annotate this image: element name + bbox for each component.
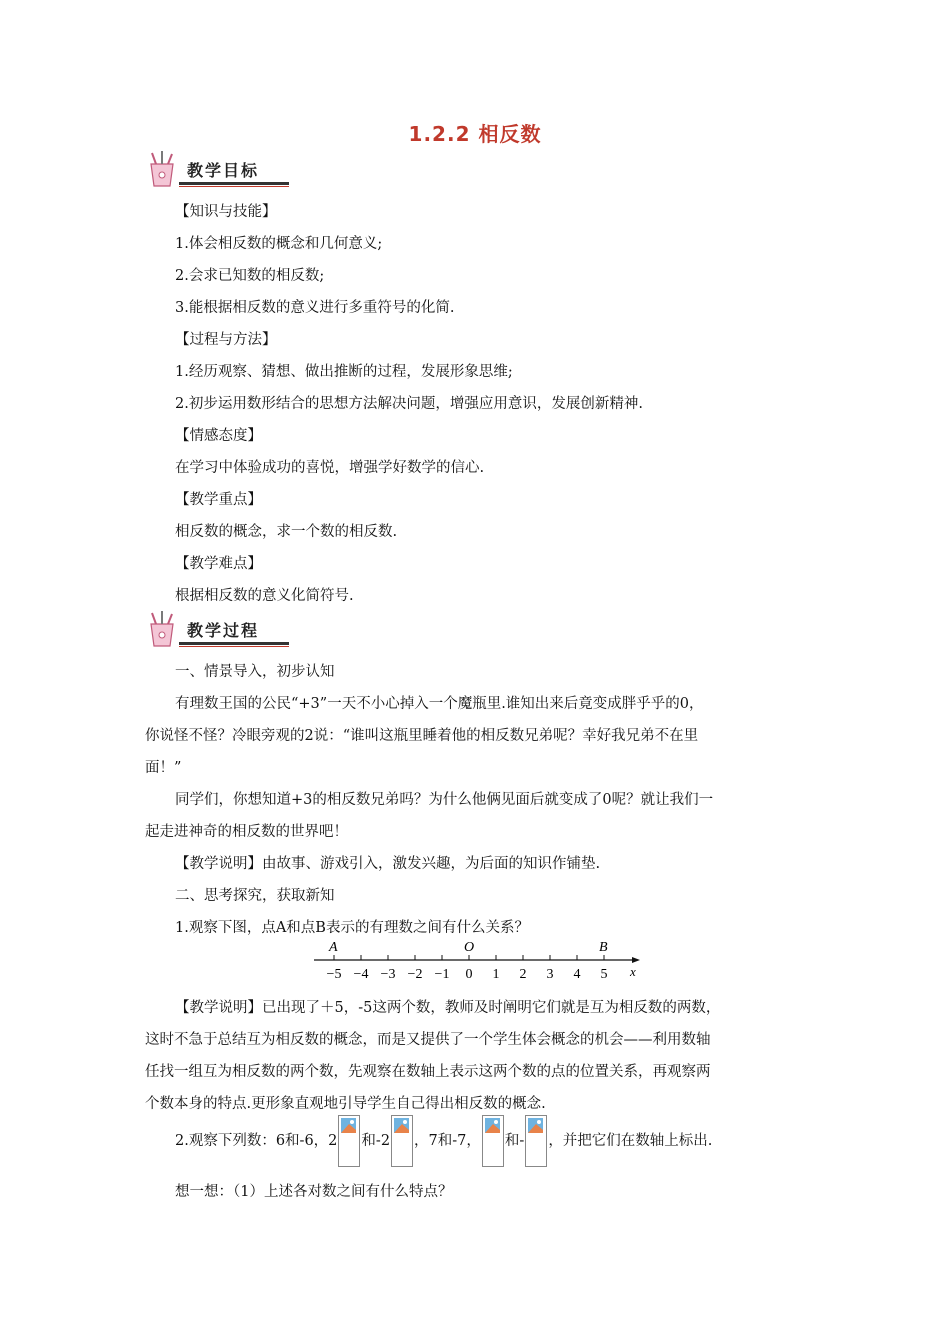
fraction-image-icon [482,1115,504,1167]
text-line: 1.体会相反数的概念和几何意义; [175,236,383,252]
heading-process-method: 【过程与方法】 [175,332,277,348]
q2-text: ，7和-7， [414,1133,481,1149]
text-line: 个数本身的特点.更形象直观地引导学生自己得出相反数的概念. [145,1096,546,1112]
text-line: 2.会求已知数的相反数; [175,268,325,284]
pencil-cup-icon [143,610,183,650]
text-line: 3.能根据相反数的意义进行多重符号的化简. [175,300,455,316]
q2-text: 和- [504,1133,525,1149]
axis-label: x [630,964,636,979]
heading-focus: 【教学重点】 [175,492,262,508]
pencil-cup-icon [143,150,183,190]
banner-underline [179,642,289,645]
number-line [310,936,650,982]
text-line: 在学习中体验成功的喜悦，增强学好数学的信心. [175,460,485,476]
page-title: 1.2.2 相反数 [408,122,542,146]
section-heading: 一、情景导入，初步认知 [175,664,335,680]
section-banner-process [143,610,291,652]
text-line: 这时不急于总结互为相反数的概念，而是又提供了一个学生体会概念的机会——利用数轴 [145,1032,711,1048]
banner-underline-accent [179,646,289,647]
tick-label: −1 [434,967,450,982]
banner-underline-accent [179,186,289,187]
tick-label: 4 [573,967,581,982]
banner-label: 教学目标 [187,161,260,180]
point-b-label: B [599,940,608,955]
fraction-image-icon [338,1115,360,1167]
q2-text: 和-2 [361,1133,391,1149]
text-line: 有理数王国的公民“+3”一天不小心掉入一个魔瓶里.谁知出来后竟变成胖乎乎的0， [175,696,704,712]
tick-label: 1 [492,967,500,982]
text-line: 任找一组互为相反数的两个数，先观察在数轴上表示这两个数的点的位置关系，再观察两 [145,1064,711,1080]
tick-label: −4 [353,967,369,982]
text-line: 同学们，你想知道+3的相反数兄弟吗？为什么他俩见面后就变成了0呢？就让我们一 [175,792,714,808]
tick-label: 3 [546,967,554,982]
section-banner-goals [143,150,291,192]
text-line: 面！” [145,760,182,776]
heading-attitude: 【情感态度】 [175,428,262,444]
origin-label: O [464,940,475,955]
fraction-image-icon [391,1115,413,1167]
text-line: 你说怪不怪？冷眼旁观的2说：“谁叫这瓶里睡着他的相反数兄弟呢？幸好我兄弟不在里 [145,728,699,744]
q2-text: ，并把它们在数轴上标出. [548,1133,713,1149]
q2-text: 2.观察下列数：6和-6，2 [175,1133,338,1149]
text-line: 2.初步运用数形结合的思想方法解决问题，增强应用意识，发展创新精神. [175,396,643,412]
point-a-label: A [329,940,338,955]
text-line: 起走进神奇的相反数的世界吧！ [145,824,348,840]
teaching-note: 【教学说明】已出现了＋5，-5这两个数，教师及时阐明它们就是互为相反数的两数， [175,1000,721,1016]
heading-knowledge: 【知识与技能】 [175,204,277,220]
question-2 [175,1115,712,1167]
text-line: 相反数的概念，求一个数的相反数. [175,524,398,540]
banner-underline [179,182,289,185]
fraction-image-icon [525,1115,547,1167]
tick-label: −3 [380,967,396,982]
tick-label: −2 [407,967,423,982]
banner-label: 教学过程 [187,621,260,640]
tick-label: 2 [519,967,527,982]
section-heading: 二、思考探究，获取新知 [175,888,335,904]
tick-label: −5 [326,967,342,982]
text-line: 根据相反数的意义化简符号. [175,588,354,604]
teaching-note: 【教学说明】由故事、游戏引入，激发兴趣，为后面的知识作铺垫. [175,856,601,872]
think-prompt: 想一想：（1）上述各对数之间有什么特点？ [175,1184,453,1200]
question-1: 1.观察下图，点A和点B表示的有理数之间有什么关系？ [175,920,529,936]
heading-difficulty: 【教学难点】 [175,556,262,572]
text-line: 1.经历观察、猜想、做出推断的过程，发展形象思维; [175,364,513,380]
tick-label: 0 [465,967,473,982]
tick-label: 5 [600,967,608,982]
